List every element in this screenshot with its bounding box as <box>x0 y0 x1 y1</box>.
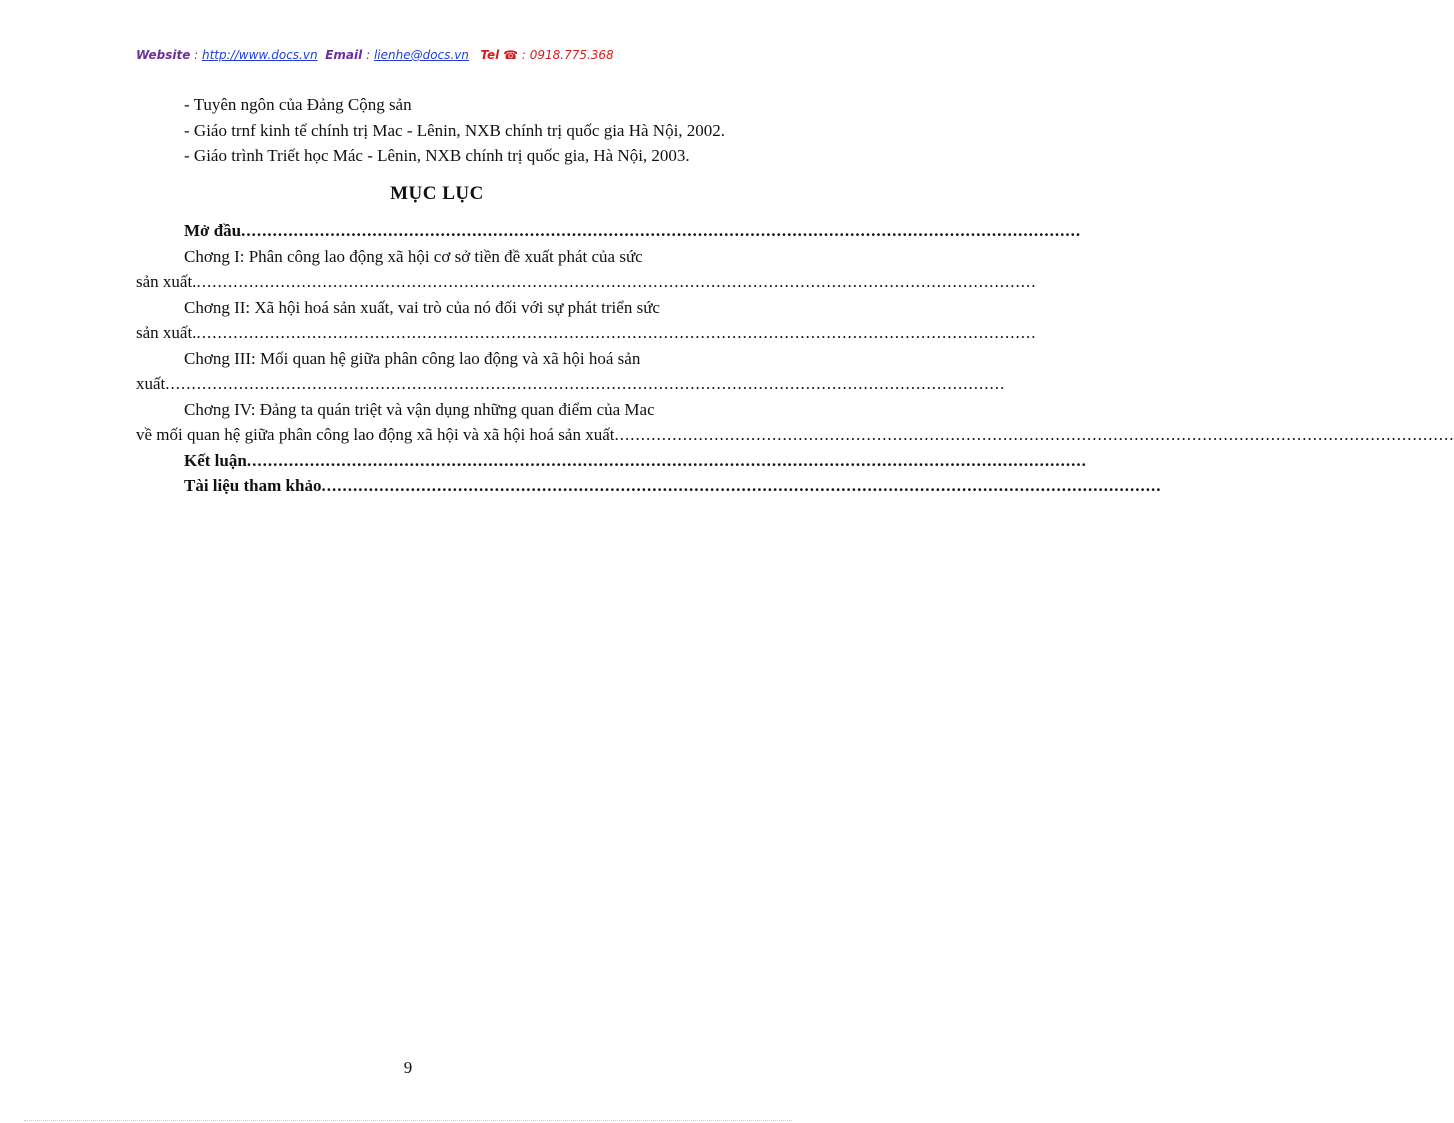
reference-item: - Tuyên ngôn của Đảng Cộng sản <box>184 95 412 114</box>
toc-entry-chapter-4 <box>136 397 1454 448</box>
toc-entry-bibliography <box>136 473 1162 499</box>
toc-entry-label: Mở đầu <box>184 221 242 240</box>
reference-item: - Giáo trình Triết học Mác - Lênin, NXB chính trị quốc gia, Hà Nội, 2003. <box>184 146 690 165</box>
toc-entry-line: xuất <box>136 374 166 393</box>
website-label: Website <box>136 48 191 62</box>
email-label: Email <box>325 48 363 62</box>
toc-leader: ................................................................................................................................................................ <box>246 450 1087 470</box>
phone-icon: ☎ <box>503 48 519 62</box>
toc-entry-line: Chơng II: Xã hội hoá sản xuất, vai trò của nó đối với sự phát triển sức <box>184 297 660 317</box>
toc-entry-line: sản xuất. <box>136 272 197 291</box>
toc-leader: ................................................................................................................................................................ <box>321 476 1162 495</box>
email-link[interactable]: lienhe@docs.vn <box>373 48 469 62</box>
email-separator: : <box>362 48 374 62</box>
toc-entry-line: Chơng IV: Đảng ta quán triệt và vận dụng những quan điểm của Mac <box>184 399 655 419</box>
toc-entry-line: về mối quan hệ giữa phân công lao động xã hội và xã hội hoá sản xuất <box>136 425 615 444</box>
toc-entry-line: sản xuất. <box>136 323 197 342</box>
toc-leader: ................................................................................................................................................................ <box>196 272 1037 291</box>
toc-entry-chapter-2 <box>136 295 1037 346</box>
toc-leader: ................................................................................................................................................................ <box>614 425 1454 444</box>
tel-separator: : <box>518 48 530 62</box>
toc-leader: ................................................................................................................................................................ <box>165 374 1006 393</box>
toc-title: MỤC LỤC <box>390 182 484 204</box>
website-link[interactable]: http://www.docs.vn <box>202 48 318 62</box>
website-separator: : <box>190 48 202 62</box>
toc-entry-chapter-3 <box>136 346 1006 397</box>
toc-entry-label: Tài liệu tham khảo <box>184 476 322 495</box>
tel-label: Tel <box>480 48 500 62</box>
toc-entry-line: Chơng I: Phân công lao động xã hội cơ sở tiền đề xuất phát của sức <box>184 246 643 266</box>
toc-entry-label: Kết luận <box>184 450 247 470</box>
toc-leader: ................................................................................................................................................................ <box>241 221 1082 240</box>
toc-entry-intro <box>136 218 1082 244</box>
toc-entry-line: Chơng III: Mối quan hệ giữa phân công lao động và xã hội hoá sản <box>184 348 641 368</box>
toc-entry-conclusion <box>136 448 1087 474</box>
toc-leader: ................................................................................................................................................................ <box>196 323 1037 342</box>
page-content <box>136 92 1454 499</box>
tel-number: 0918.775.368 <box>529 48 614 62</box>
page-bottom-divider <box>24 1120 792 1121</box>
reference-item: - Giáo trnf kinh tế chính trị Mac - Lênin, NXB chính trị quốc gia Hà Nội, 2002. <box>184 120 726 140</box>
page-number: 9 <box>403 1058 413 1077</box>
page-header <box>136 48 756 62</box>
toc-entry-chapter-1 <box>136 244 1037 295</box>
